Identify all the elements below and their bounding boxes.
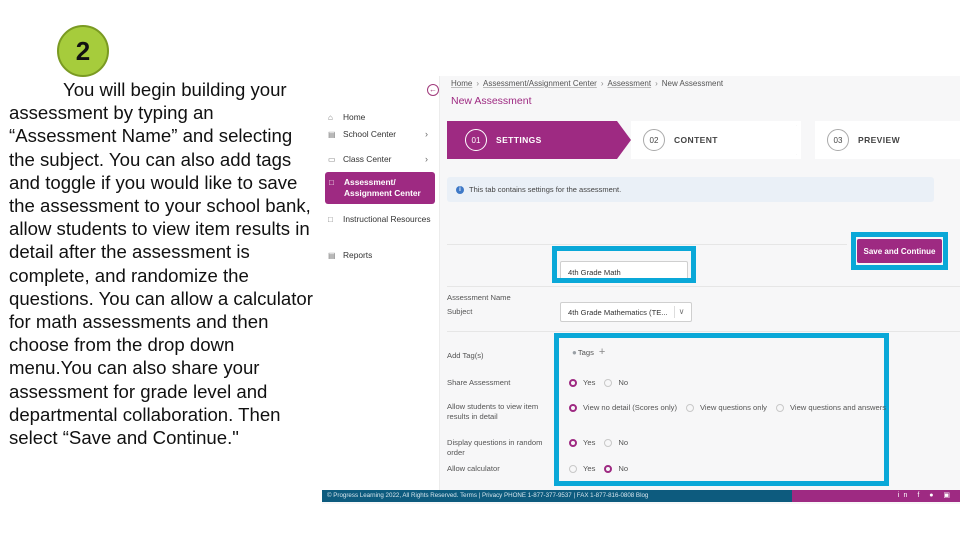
book-icon: □ (329, 178, 334, 187)
subject-label: Subject (447, 307, 473, 316)
random-no-radio[interactable] (604, 439, 612, 447)
view-questions-only-radio[interactable] (686, 404, 694, 412)
radio-label: Yes (583, 464, 596, 473)
subject-value: 4th Grade Mathematics (TE... (568, 307, 668, 317)
breadcrumb-separator: › (600, 79, 604, 88)
breadcrumb (451, 79, 723, 88)
calculator-radio-group (569, 464, 637, 473)
sidebar-item-label: Reports (343, 250, 373, 260)
sidebar (322, 76, 440, 490)
sidebar-item-school-center[interactable] (328, 129, 434, 140)
sidebar-item-label: Assessment/ Assignment Center (344, 177, 421, 198)
assessment-name-input[interactable]: 4th Grade Math (560, 261, 688, 283)
main-content (447, 76, 960, 490)
tags-label: Add Tag(s) (447, 351, 484, 360)
instruction-text: You will begin building your assessment by typing an “Assessment Name” and selecting the subject. You can also add tags and toggle if you would like to save the assessment to your school bank, allow students to view item results in detail after the assessment is complete, and randomize the questions. You can allow a calculator for math assessments and then choose from the drop down menu.You can also share your assessment for grade level and departmental collaboration. Then select “Save and Continue." (9, 79, 313, 449)
step-settings[interactable] (447, 121, 617, 159)
step-content[interactable] (631, 121, 801, 159)
share-assessment-label: Share Assessment (447, 378, 511, 387)
subject-select[interactable] (560, 302, 692, 322)
calculator-yes-radio[interactable] (569, 465, 577, 473)
breadcrumb-separator: › (476, 79, 480, 88)
add-tag-icon[interactable]: + (598, 346, 606, 358)
view-questions-answers-radio[interactable] (776, 404, 784, 412)
form-divider (447, 244, 847, 245)
sidebar-item-label: Instructional Resources (343, 214, 431, 224)
assessment-name-label: Assessment Name (447, 293, 511, 302)
form-divider (447, 331, 960, 332)
radio-label: No (618, 464, 629, 473)
info-banner (447, 177, 934, 202)
calculator-label: Allow calculator (447, 464, 500, 473)
footer (322, 490, 960, 502)
tags-text: Tags (577, 347, 594, 357)
breadcrumb-assessment[interactable]: Assessment (607, 79, 652, 88)
tags-field[interactable] (572, 347, 605, 357)
page-title: New Assessment (451, 95, 532, 107)
radio-label: View no detail (Scores only) (583, 403, 677, 412)
radio-label: No (618, 378, 629, 387)
sidebar-item-instructional-resources[interactable] (328, 214, 434, 225)
app-screenshot (322, 76, 960, 504)
save-and-continue-button[interactable]: Save and Continue (857, 239, 942, 263)
share-yes-radio[interactable] (569, 379, 577, 387)
footer-text: © Progress Learning 2022, All Rights Reserved. Terms | Privacy PHONE 1-877-377-9537 | FAX 1-877-816-0808 Blog (327, 492, 649, 499)
sidebar-item-class-center[interactable] (328, 154, 434, 165)
sidebar-item-label: School Center (343, 129, 397, 139)
home-icon: ⌂ (328, 113, 333, 122)
random-order-radio-group (569, 438, 637, 447)
radio-label: Yes (583, 378, 596, 387)
breadcrumb-current: New Assessment (661, 79, 724, 88)
monitor-icon: ▭ (328, 155, 336, 164)
radio-label: View questions and answers (789, 403, 887, 412)
step-label: SETTINGS (496, 135, 542, 145)
school-icon: ▤ (328, 130, 336, 139)
step-label: PREVIEW (858, 135, 901, 145)
chevron-right-icon: › (425, 154, 428, 164)
random-order-label: Display questions in random order (447, 438, 543, 457)
view-no-detail-radio[interactable] (569, 404, 577, 412)
chevron-right-icon: › (425, 129, 428, 139)
step-number: 01 (465, 129, 487, 151)
social-icons[interactable]: in f ● ▣ (897, 492, 954, 499)
radio-label: No (618, 438, 629, 447)
collapse-sidebar-icon[interactable]: ← (429, 85, 437, 94)
book-icon: □ (328, 215, 333, 224)
tag-icon: ● (572, 347, 577, 357)
radio-label: Yes (583, 438, 596, 447)
step-label: CONTENT (674, 135, 718, 145)
form-divider (447, 286, 960, 287)
share-no-radio[interactable] (604, 379, 612, 387)
step-number: 02 (643, 129, 665, 151)
share-radio-group (569, 378, 637, 387)
step-preview[interactable] (815, 121, 960, 159)
step-number-badge: 2 (57, 25, 109, 77)
calculator-no-radio[interactable] (604, 465, 612, 473)
step-number: 03 (827, 129, 849, 151)
wizard-stepper (447, 121, 960, 159)
radio-label: View questions only (699, 403, 767, 412)
sidebar-item-assessment-center[interactable] (325, 172, 435, 204)
breadcrumb-home[interactable]: Home (451, 79, 473, 88)
sidebar-item-label: Class Center (343, 154, 392, 164)
breadcrumb-separator: › (655, 79, 658, 88)
chevron-down-icon: ∨ (674, 306, 688, 318)
random-yes-radio[interactable] (569, 439, 577, 447)
sidebar-item-reports[interactable] (328, 250, 434, 261)
view-results-label: Allow students to view item results in detail (447, 402, 539, 421)
sidebar-item-home[interactable] (328, 112, 434, 123)
report-icon: ▤ (328, 251, 336, 260)
info-text: This tab contains settings for the assessment. (469, 185, 622, 194)
sidebar-item-label: Home (343, 112, 366, 122)
step-divider-chevron (796, 125, 797, 155)
info-icon: i (456, 186, 464, 194)
breadcrumb-assessment-center[interactable]: Assessment/Assignment Center (483, 79, 597, 88)
highlight-box-name (552, 246, 696, 283)
view-results-radio-group (569, 403, 895, 412)
